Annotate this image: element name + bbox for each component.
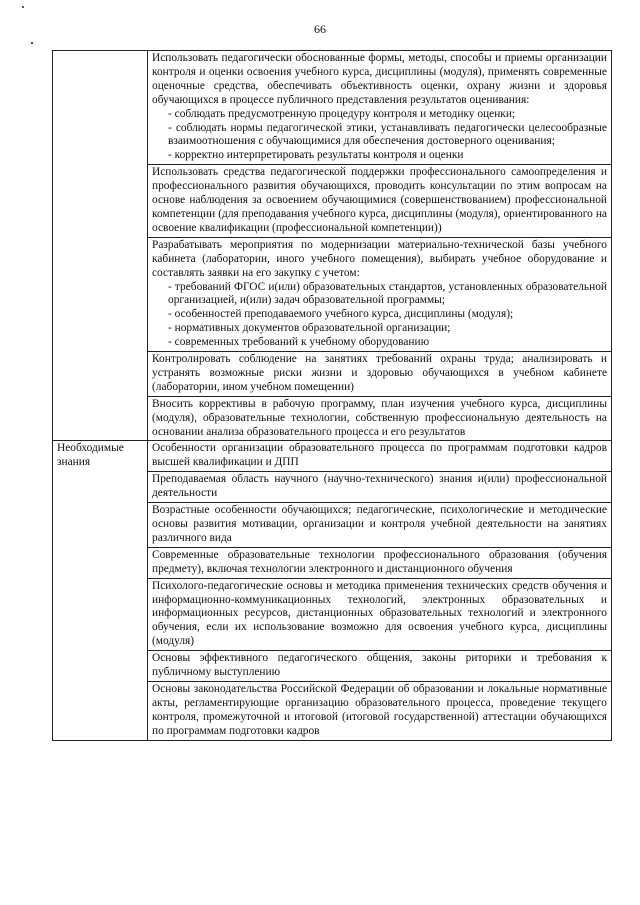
scan-speck: [22, 6, 24, 8]
requirement-cell: [148, 441, 612, 472]
requirement-cell: [148, 578, 612, 651]
requirement-text: Разрабатывать мероприятия по модернизации материально-технической базы учебного кабинета (лаборатории, иного учебного помещения), выбирать учебное оборудование и составлять заявки на его закупку с учетом:: [152, 238, 607, 279]
requirement-cell: [148, 51, 612, 165]
requirement-text: Основы эффективного педагогического общения, законы риторики и требования к публичному выступлению: [152, 652, 607, 679]
requirement-list-item: - особенностей преподаваемого учебного курса, дисциплины (модуля);: [168, 308, 514, 321]
requirement-cell: [148, 165, 612, 238]
table-row: [53, 441, 612, 472]
qualification-table: [52, 50, 612, 741]
requirement-text: Основы законодательства Российской Федерации об образовании и локальные нормативные акты, регламентирующие организацию образовательного процесса, проведение текущего контроля, промежуточной и итоговой (итоговой государственной) аттестации обучающихся по программам подготовки кадров: [152, 682, 607, 737]
requirement-list-item: - современных требований к учебному оборудованию: [168, 336, 430, 349]
requirement-text: Психолого-педагогические основы и методика применения технических средств обучения и информационно-коммуникационных технологий, электронных образовательных и информационных ресурсов, дистанционных образовательных технологий и электронного обучения, если их использование возможно для освоения учебного курса, дисциплины (модуля): [152, 579, 607, 648]
requirement-list-item: - нормативных документов образовательной организации;: [168, 322, 451, 335]
requirement-cell: [148, 681, 612, 740]
table-row: [53, 51, 612, 165]
requirement-list-item: - соблюдать предусмотренную процедуру контроля и методику оценки;: [168, 107, 516, 120]
requirement-cell: [148, 472, 612, 503]
page-number: 66: [314, 22, 326, 36]
requirement-list-item: - корректно интерпретировать результаты контроля и оценки: [168, 149, 464, 162]
requirement-text: Современные образовательные технологии профессионального образования (обучения предмету), включая технологии электронного и дистанционного обучения: [152, 548, 607, 575]
section-label-cell: [53, 441, 148, 740]
requirement-cell: [148, 237, 612, 351]
requirement-cell: [148, 503, 612, 548]
requirement-text: Использовать средства педагогической поддержки профессионального самоопределения и профессионального развития обучающихся, проводить консультации по этим вопросам на основе наблюдения за освоением обучающимися (совершенствованием) профессиональной компетенции (для преподавания учебного курса, дисциплины (модуля), ориентированного на освоение квалификации (профессиональной компетенции)): [152, 166, 607, 234]
section-label: Необходимые знания: [57, 442, 124, 469]
requirement-cell: [148, 352, 612, 397]
requirement-text: Вносить коррективы в рабочую программу, план изучения учебного курса, дисциплины (модуля), образовательные технологии, собственную профессиональную деятельность на основании анализа образовательного процесса и его результатов: [152, 397, 607, 438]
section-label-cell: [53, 51, 148, 441]
requirement-cell: [148, 547, 612, 578]
requirement-text: Использовать педагогически обоснованные формы, методы, способы и приемы организации контроля и оценки освоения учебного курса, дисциплины (модуля), применять современные оценочные средства, обеспечивать объективность оценки, охрану жизни и здоровья обучающихся в процессе публичного представления результатов оценивания:: [152, 52, 607, 106]
scan-speck: [31, 42, 33, 44]
requirement-list-item: - соблюдать нормы педагогической этики, устанавливать педагогически целесообразные взаимоотношения с обучающимися для обеспечения достоверного оценивания;: [168, 121, 607, 148]
requirement-text: Возрастные особенности обучающихся; педагогические, психологические и методические основы развития мотивации, организации и контроля учебной деятельности на занятиях различного вида: [152, 504, 607, 544]
requirement-cell: [148, 651, 612, 682]
requirement-text: Преподаваемая область научного (научно-технического) знания и(или) профессиональной деятельности: [152, 473, 607, 500]
requirement-text: Контролировать соблюдение на занятиях требований охраны труда; анализировать и устранять возможные риски жизни и здоровью обучающихся в учебном кабинете (лаборатории, ином учебном помещении): [152, 353, 607, 393]
requirement-text: Особенности организации образовательного процесса по программам подготовки кадров высшей квалификации и ДПП: [152, 442, 607, 469]
requirement-list-item: - требований ФГОС и(или) образовательных стандартов, установленных образовательной организацией, и(или) задач образовательной программы;: [168, 280, 607, 307]
requirement-cell: [148, 396, 612, 441]
